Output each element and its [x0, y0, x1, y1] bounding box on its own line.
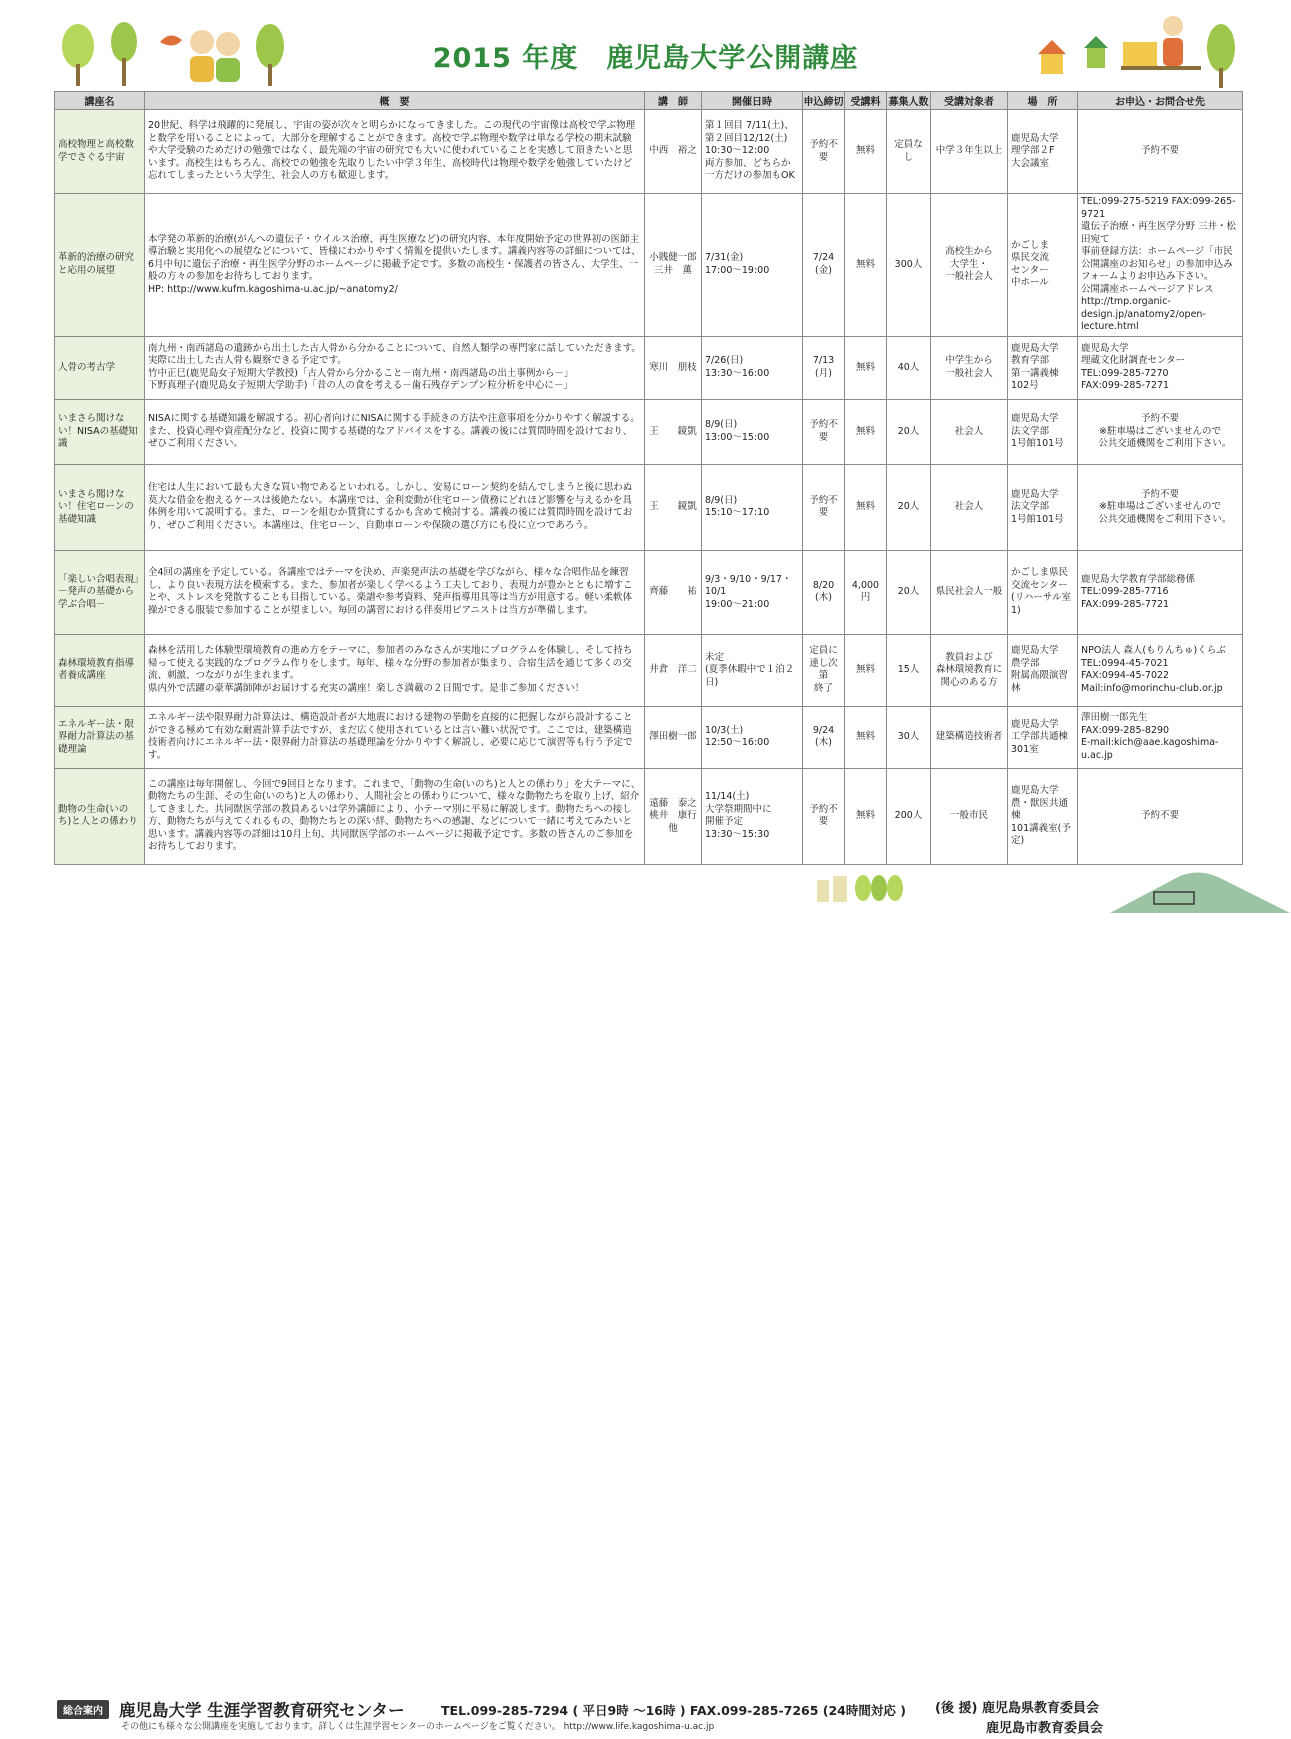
lecturer: 王 鏡凱: [645, 464, 702, 550]
lecture-summary: NISAに関する基礎知識を解説する。初心者向けにNISAに関する手続きの方法や注意事項を分かりやすく解説する。また、投資心理や資産配分など、投資に関する基礎的なアドバイスをする。講義の後には質問時間を設けており、ぜひご利用ください。: [145, 399, 645, 464]
tree-icon: [855, 875, 871, 901]
fee: 無料: [845, 706, 887, 768]
support-block: [935, 1699, 1103, 1739]
fee: 無料: [845, 336, 887, 399]
lecture-name: いまさら聞けない！NISAの基礎知識: [55, 399, 145, 464]
venue: かごしま県民 交流センター (リハーサル室1): [1008, 550, 1078, 634]
building-icon: [817, 880, 829, 902]
table-row: [55, 550, 1243, 634]
fee: 4,000円: [845, 550, 887, 634]
capacity: 20人: [887, 464, 931, 550]
lecture-name: いまさら聞けない！住宅ローンの基礎知識: [55, 464, 145, 550]
column-header: お申込・お問合せ先: [1078, 92, 1243, 110]
capacity: 20人: [887, 399, 931, 464]
deadline: 7/24 (金): [803, 194, 845, 337]
table-row: [55, 634, 1243, 706]
column-header: 開催日時: [702, 92, 803, 110]
lecture-name: 革新的治療の研究と応用の展望: [55, 194, 145, 337]
table-row: [55, 194, 1243, 337]
lecture-summary: この講座は毎年開催し、今回で9回目となります。これまで、「動物の生命(いのち)と人との係わり」を大テーマに、動物たちの生涯、その生命(いのち)と人の係わり、人間社会との係わりについて、様々な動物たちを取り上げ、紹介してきました。共同獣医学部の教員あるいは学外講師により、小テーマ別に平易に解説します。動物たちへの接し方、動物たちが与えてくれるもの、動物たちとの深い絆、動物たちへの感謝、などについて一緒に考えてみたいと思います。講義内容等の詳細は10月上旬、共同獣医学部のホームページに掲載予定です。多数の皆さんのご参加をお待ちしております。: [145, 768, 645, 864]
fee: 無料: [845, 768, 887, 864]
target-audience: 高校生から 大学生・ 一般社会人: [931, 194, 1008, 337]
venue: 鹿児島大学 理学部２F 大会議室: [1008, 110, 1078, 194]
capacity: 定員なし: [887, 110, 931, 194]
tree-icon: [1207, 24, 1235, 88]
column-header: 場 所: [1008, 92, 1078, 110]
lecture-name: 動物の生命(いのち)と人との係わり: [55, 768, 145, 864]
schedule: 10/3(土) 12:50～16:00: [702, 706, 803, 768]
schedule: 未定 (夏季休暇中で１泊２日): [702, 634, 803, 706]
deadline: 予約不要: [803, 399, 845, 464]
column-header: 申込締切: [803, 92, 845, 110]
building-icon: [833, 876, 847, 902]
mountain-illustration: [1110, 870, 1290, 913]
target-audience: 一般市民: [931, 768, 1008, 864]
schedule: 8/9(日) 15:10～17:10: [702, 464, 803, 550]
capacity: 200人: [887, 768, 931, 864]
house-icon: [1038, 40, 1066, 74]
venue: 鹿児島大学 法文学部 1号館101号: [1008, 464, 1078, 550]
page-footer: [0, 848, 1291, 1736]
venue: 鹿児島大学 農学部 附属高隈演習林: [1008, 634, 1078, 706]
contact-info: 予約不要: [1078, 110, 1243, 194]
schedule: 9/3・9/10・9/17・10/1 19:00～21:00: [702, 550, 803, 634]
target-audience: 建築構造技術者: [931, 706, 1008, 768]
deadline: 予約不要: [803, 768, 845, 864]
lecture-name: 高校物理と高校数学でさぐる宇宙: [55, 110, 145, 194]
lecture-name: 「楽しい合唱表現」－発声の基礎から学ぶ合唱－: [55, 550, 145, 634]
lecture-summary: 本学発の革新的治療(がんへの遺伝子・ウイルス治療、再生医療など)の研究内容、本年度開始予定の世界初の医師主導治験と実用化への展望などについて、皆様にわかりやすく情報を提供いたします。講義内容等の詳細については、6月中旬に遺伝子治療・再生医学分野のホームページに掲載予定です。多数の高校生・保護者の皆さん、大学生、一般の方々の参加をお待ちしております。 HP: http://www.kufm.kagoshima-u.ac.jp/~anatomy2/: [145, 194, 645, 337]
support-org-1: 鹿児島県教育委員会: [981, 1701, 1099, 1716]
fee: 無料: [845, 464, 887, 550]
deadline: 予約不要: [803, 110, 845, 194]
table-header-row: [55, 92, 1243, 110]
footer-note: その他にも様々な公開講座を実施しております。詳しくは生涯学習センターのホームページをご覧ください。 http://www.life.kagoshima-u.ac.jp: [121, 1722, 715, 1732]
schedule: 第１回目 7/11(土)、第２回目12/12(土) 10:30～12:00 両方参加、どちらか一方だけの参加もOK: [702, 110, 803, 194]
support-label: (後 援): [935, 1701, 978, 1716]
lecture-summary: 全4回の講座を予定している。各講座ではテーマを決め、声楽発声法の基礎を学びながら、様々な合唱作品を練習し、より良い表現方法を模索する。また、参加者が楽しく学べるよう工夫しており、表現力が豊かとともに増すことや、ストレスを発散することも目指している。楽譜や参考資料、発声指導用具等は当方が用意する。軽い柔軟体操ができる服装で参加することが望ましい。毎回の講習における伴奏用ピアニストは当方が準備します。: [145, 550, 645, 634]
contact-info: 澤田樹一郎先生 FAX:099-285-8290 E-mail:kich@aae.kagoshima-u.ac.jp: [1078, 706, 1243, 768]
fee: 無料: [845, 399, 887, 464]
column-header: 受講対象者: [931, 92, 1008, 110]
target-audience: 社会人: [931, 399, 1008, 464]
contact-info: 鹿児島大学教育学部総務係 TEL:099-285-7716 FAX:099-285-7721: [1078, 550, 1243, 634]
support-org-2: 鹿児島市教育委員会: [986, 1721, 1104, 1736]
capacity: 15人: [887, 634, 931, 706]
venue: 鹿児島大学 農・獣医共通棟 101講義室(予定): [1008, 768, 1078, 864]
contact-info: 予約不要 ※駐車場はございませんので 公共交通機関をご利用下さい。: [1078, 464, 1243, 550]
info-badge: 総合案内: [57, 1700, 109, 1719]
house-icon: [1084, 36, 1108, 68]
page-header: [0, 0, 1291, 90]
deadline: 定員に 達し次第 終了: [803, 634, 845, 706]
fee: 無料: [845, 634, 887, 706]
deadline: 9/24 (木): [803, 706, 845, 768]
schedule: 7/26(日) 13:30～16:00: [702, 336, 803, 399]
lecture-name: 森林環境教育指導者養成講座: [55, 634, 145, 706]
contact-info: TEL:099-275-5219 FAX:099-265-9721 遺伝子治療・再生医学分野 三井・松田宛て 事前登録方法：ホームページ「市民公開講座のお知らせ」の参加申込みフォームよりお申込み下さい。 公開講座ホームページアドレス http://tmp.organic-design.jp/anatomy2/open-lecture.html: [1078, 194, 1243, 337]
fee: 無料: [845, 194, 887, 337]
target-audience: 中学生から 一般社会人: [931, 336, 1008, 399]
lecturer: 齊藤 祐: [645, 550, 702, 634]
lecture-summary: 森林を活用した体験型環境教育の進め方をテーマに、参加者のみなさんが実地にプログラムを体験し、そして持ち帰って使える実践的なプログラム作りをします。毎年、様々な分野の参加者が集まり、合宿生活を通じて多くの交流、刺激、つながりが生まれます。 県内外で活躍の豪華講師陣がお届けする充実の講座！楽しさ満載の２日間です。是非ご参加ください！: [145, 634, 645, 706]
target-audience: 県民社会人一般: [931, 550, 1008, 634]
center-contact: TEL.099-285-7294 ( 平日9時 ～16時 ) FAX.099-285-7265 (24時間対応 ): [441, 1703, 906, 1718]
venue: 鹿児島大学 法文学部 1号館101号: [1008, 399, 1078, 464]
contact-info: NPO法人 森人(もりんちゅ)くらぶ TEL:0994-45-7021 FAX:0994-45-7022 Mail:info@morinchu-club.or.jp: [1078, 634, 1243, 706]
venue: 鹿児島大学 工学部共通棟 301室: [1008, 706, 1078, 768]
target-audience: 中学３年生以上: [931, 110, 1008, 194]
table-row: [55, 110, 1243, 194]
lecture-summary: 南九州・南西諸島の遺跡から出土した古人骨から分かることについて、自然人類学の専門家に話していただきます。実際に出土した古人骨も観察できる予定です。 竹中正巳(鹿児島女子短期大学教授)「古人骨から分かること－南九州・南西諸島の出土事例から－」 下野真理子(鹿児島女子短期大学助手)「昔の人の食を考える－歯石残存デンプン粒分析を中心に－」: [145, 336, 645, 399]
capacity: 300人: [887, 194, 931, 337]
column-header: 概 要: [145, 92, 645, 110]
lecture-summary: エネルギー法や限界耐力計算法は、構造設計者が大地震における建物の挙動を直接的に把握しながら設計することができる極めて有効な耐震計算手法ですが、まだ広く使用されているとは言い難い状況です。ここでは、建築構造技術者向けにエネルギー法・限界耐力計算法の基礎理論を分かりやすく解説し、必要に応じて演習等も行う予定です。: [145, 706, 645, 768]
lecturer: 澤田樹一郎: [645, 706, 702, 768]
right-decoration-illustration: [1035, 12, 1245, 90]
lecture-name: エネルギー法・限界耐力計算法の基礎理論: [55, 706, 145, 768]
target-audience: 社会人: [931, 464, 1008, 550]
table-row: [55, 464, 1243, 550]
lecturer: 遠藤 泰之 桃井 康行 他: [645, 768, 702, 864]
column-header: 講 師: [645, 92, 702, 110]
lecturer: 王 鏡凱: [645, 399, 702, 464]
table-row: [55, 399, 1243, 464]
contact-info: 予約不要: [1078, 768, 1243, 864]
contact-info: 鹿児島大学 埋蔵文化財調査センター TEL:099-285-7270 FAX:099-285-7271: [1078, 336, 1243, 399]
center-name: 鹿児島大学 生涯学習教育研究センター: [119, 1701, 405, 1720]
table-row: [55, 706, 1243, 768]
target-audience: 教員および 森林環境教育に 関心のある方: [931, 634, 1008, 706]
capacity: 30人: [887, 706, 931, 768]
fee: 無料: [845, 110, 887, 194]
capacity: 40人: [887, 336, 931, 399]
tree-icon: [887, 875, 903, 901]
schedule: 11/14(土) 大学祭期間中に 開催予定 13:30～15:30: [702, 768, 803, 864]
lecture-table: [54, 91, 1243, 865]
column-header: 講座名: [55, 92, 145, 110]
deadline: 予約不要: [803, 464, 845, 550]
lecturer: 小賎健一郎 三井 薫: [645, 194, 702, 337]
lecturer: 井倉 洋二: [645, 634, 702, 706]
deadline: 7/13 (月): [803, 336, 845, 399]
table-row: [55, 336, 1243, 399]
column-header: 募集人数: [887, 92, 931, 110]
venue: かごしま 県民交流 センター 中ホール: [1008, 194, 1078, 337]
schedule: 8/9(日) 13:00～15:00: [702, 399, 803, 464]
person-at-desk-icon: [1121, 16, 1201, 70]
lecturer: 寒川 朋枝: [645, 336, 702, 399]
schedule: 7/31(金) 17:00～19:00: [702, 194, 803, 337]
page-title: 2015 年度 鹿児島大学公開講座: [432, 43, 859, 74]
contact-info: 予約不要 ※駐車場はございませんので 公共交通機関をご利用下さい。: [1078, 399, 1243, 464]
lecture-name: 人骨の考古学: [55, 336, 145, 399]
lecture-summary: 20世紀、科学は飛躍的に発展し、宇宙の姿が次々と明らかになってきました。この現代の宇宙像は高校で学ぶ物理と数学を用いることによって、大部分を理解することができます。高校で学ぶ物理や数学は単なる学校の期末試験や大学受験のためだけの勉強ではなく、最先端の宇宙の研究でも大いに使われていることを実感して頂きたいと思います。高校生はもちろん、高校での勉強を先取りしたい中学３年生、高校時代は物理や数学を勉強していたけど忘れてしまったという大学生、社会人の方も歓迎します。: [145, 110, 645, 194]
capacity: 20人: [887, 550, 931, 634]
tree-icon: [871, 875, 887, 901]
lecturer: 中西 裕之: [645, 110, 702, 194]
deadline: 8/20 (木): [803, 550, 845, 634]
lecture-summary: 住宅は人生において最も大きな買い物であるといわれる。しかし、安易にローン契約を結んでしまうと後に思わぬ莫大な借金を抱えるケースは後絶たない。本講座では、金利変動が住宅ローン債務にどれほど影響を与えるかを具体例を用いて説明する。また、ローンを組むか賃貸にするかも含めて検討する。講義の後には質問時間を設けており、ぜひご利用ください。本講座は、住宅ローン、自動車ローンや保険の選び方にも役に立つであろう。: [145, 464, 645, 550]
venue: 鹿児島大学 教育学部 第一講義棟 102号: [1008, 336, 1078, 399]
column-header: 受講料: [845, 92, 887, 110]
footer-buildings-illustration: [815, 874, 905, 904]
